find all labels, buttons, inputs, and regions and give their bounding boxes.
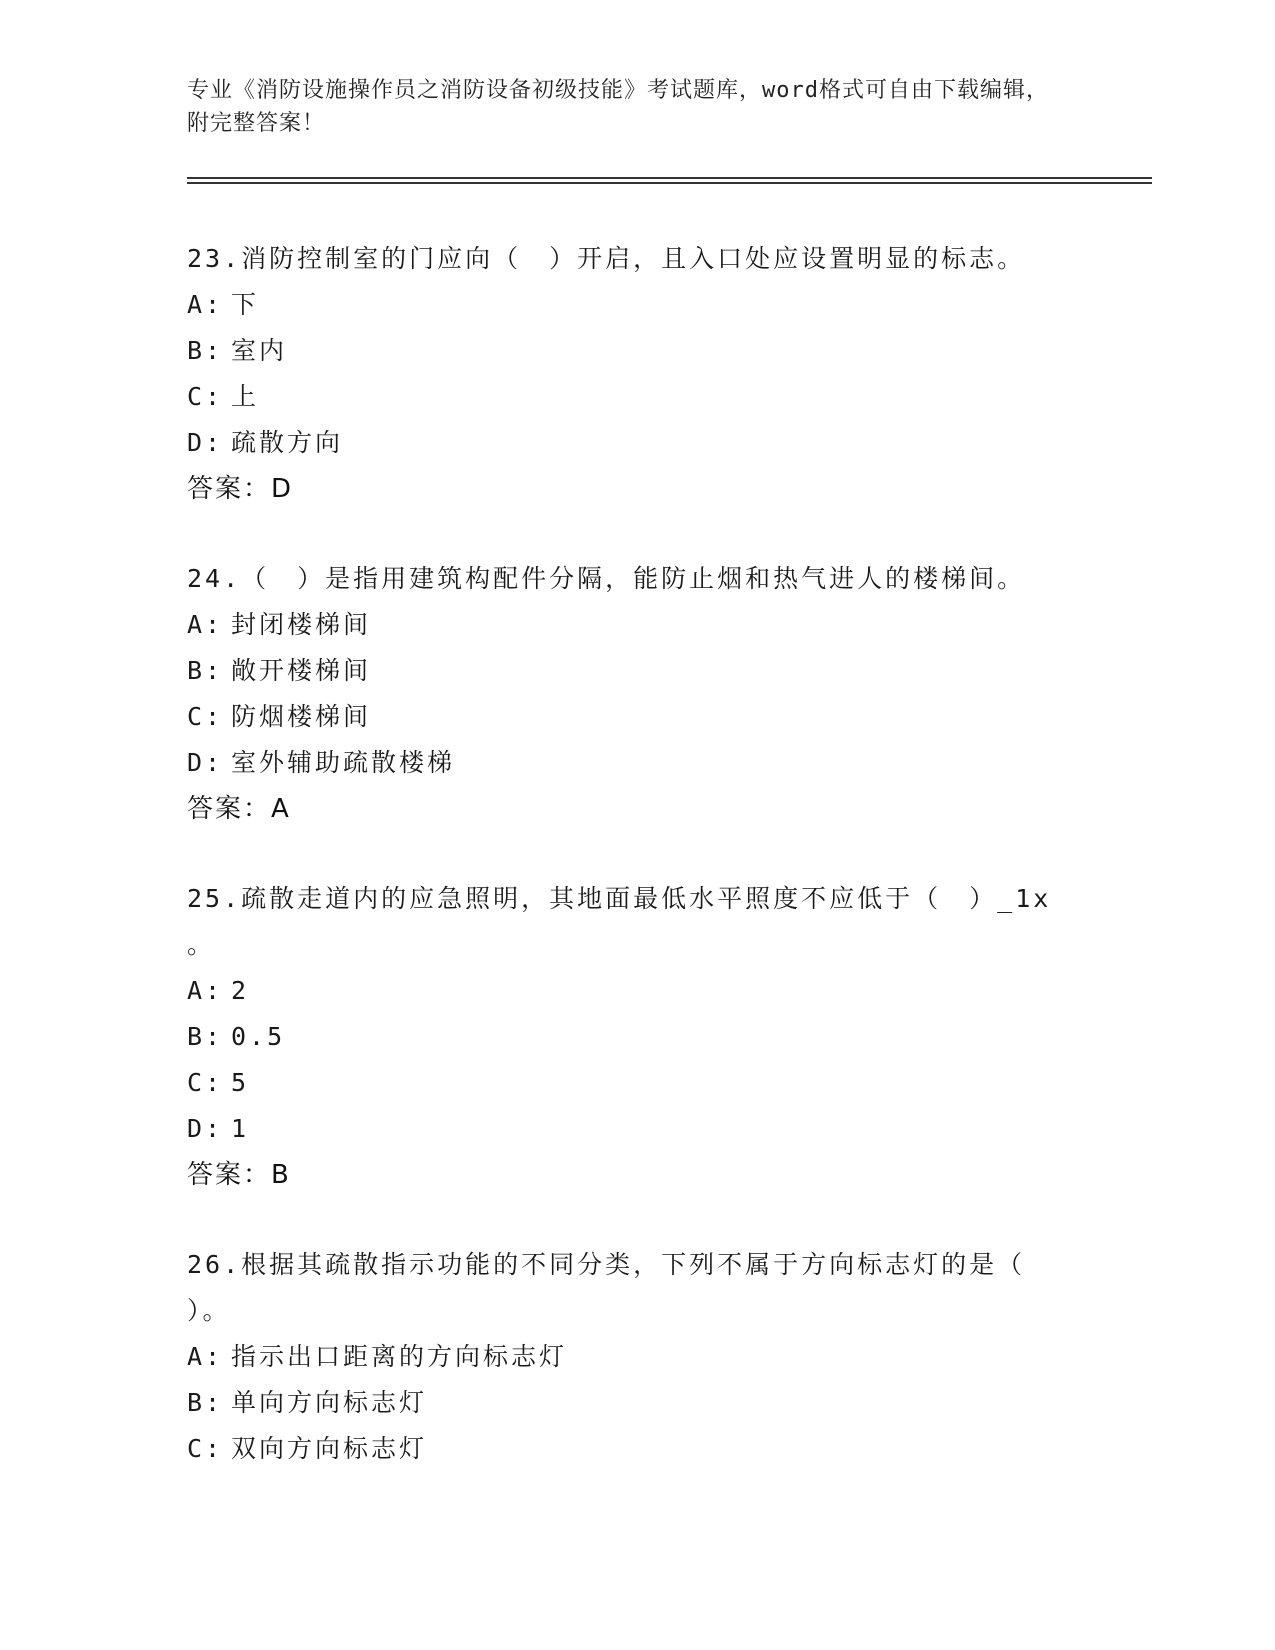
option-d xyxy=(187,740,1087,786)
option-letter: C: xyxy=(187,702,224,731)
option-c xyxy=(187,374,1087,420)
answer-line: 答案：B xyxy=(187,1160,291,1190)
option-b xyxy=(187,1380,1087,1426)
option-text: 1 xyxy=(231,1114,250,1143)
option-letter: B: xyxy=(187,1388,224,1417)
option-text: 上 xyxy=(231,382,260,411)
option-text: 下 xyxy=(231,290,260,319)
option-text: 指示出口距离的方向标志灯 xyxy=(231,1342,568,1371)
document-intro: 专业《消防设施操作员之消防设备初级技能》考试题库，word格式可自由下载编辑，附完整答案！ xyxy=(187,78,1049,136)
option-letter: D: xyxy=(187,1114,224,1143)
option-a xyxy=(187,602,1087,648)
header-divider-bottom xyxy=(187,182,1152,184)
option-a xyxy=(187,1334,1087,1380)
option-text: 室内 xyxy=(231,336,288,365)
option-letter: A: xyxy=(187,976,224,1005)
option-text: 室外辅助疏散楼梯 xyxy=(231,748,456,777)
option-letter: D: xyxy=(187,748,224,777)
question-stem: 25.疏散走道内的应急照明，其地面最低水平照度不应低于（ ）_1x 。 xyxy=(187,884,1052,959)
option-text: 0.5 xyxy=(231,1022,286,1051)
option-c xyxy=(187,1060,1087,1106)
question-list xyxy=(187,236,1087,1516)
question-23 xyxy=(187,236,1087,512)
option-letter: B: xyxy=(187,336,224,365)
option-text: 双向方向标志灯 xyxy=(231,1434,428,1463)
question-26 xyxy=(187,1242,1087,1472)
option-d xyxy=(187,1106,1087,1152)
option-b xyxy=(187,648,1087,694)
option-text: 单向方向标志灯 xyxy=(231,1388,428,1417)
option-d xyxy=(187,420,1087,466)
option-letter: A: xyxy=(187,1342,224,1371)
option-letter: C: xyxy=(187,1434,224,1463)
option-letter: B: xyxy=(187,1022,224,1051)
option-letter: A: xyxy=(187,610,224,639)
question-24 xyxy=(187,556,1087,832)
option-text: 封闭楼梯间 xyxy=(231,610,372,639)
question-25 xyxy=(187,876,1087,1198)
option-a xyxy=(187,282,1087,328)
option-c xyxy=(187,694,1087,740)
option-letter: A: xyxy=(187,290,224,319)
option-letter: B: xyxy=(187,656,224,685)
option-b xyxy=(187,328,1087,374)
option-b xyxy=(187,1014,1087,1060)
option-text: 防烟楼梯间 xyxy=(231,702,372,731)
option-c xyxy=(187,1426,1087,1472)
question-stem: 23.消防控制室的门应向（ ）开启，且入口处应设置明显的标志。 xyxy=(187,244,1026,273)
option-text: 5 xyxy=(231,1068,250,1097)
option-a xyxy=(187,968,1087,1014)
answer-line: 答案：D xyxy=(187,474,294,504)
option-text: 敞开楼梯间 xyxy=(231,656,372,685)
option-letter: C: xyxy=(187,382,224,411)
option-text: 2 xyxy=(231,976,250,1005)
option-text: 疏散方向 xyxy=(231,428,344,457)
header-divider-top xyxy=(187,177,1152,179)
question-stem: 26.根据其疏散指示功能的不同分类，下列不属于方向标志灯的是（ ）。 xyxy=(187,1250,1026,1325)
option-letter: C: xyxy=(187,1068,224,1097)
option-letter: D: xyxy=(187,428,224,457)
question-stem: 24.（ ）是指用建筑构配件分隔，能防止烟和热气进人的楼梯间。 xyxy=(187,564,1026,593)
answer-line: 答案：A xyxy=(187,794,291,824)
